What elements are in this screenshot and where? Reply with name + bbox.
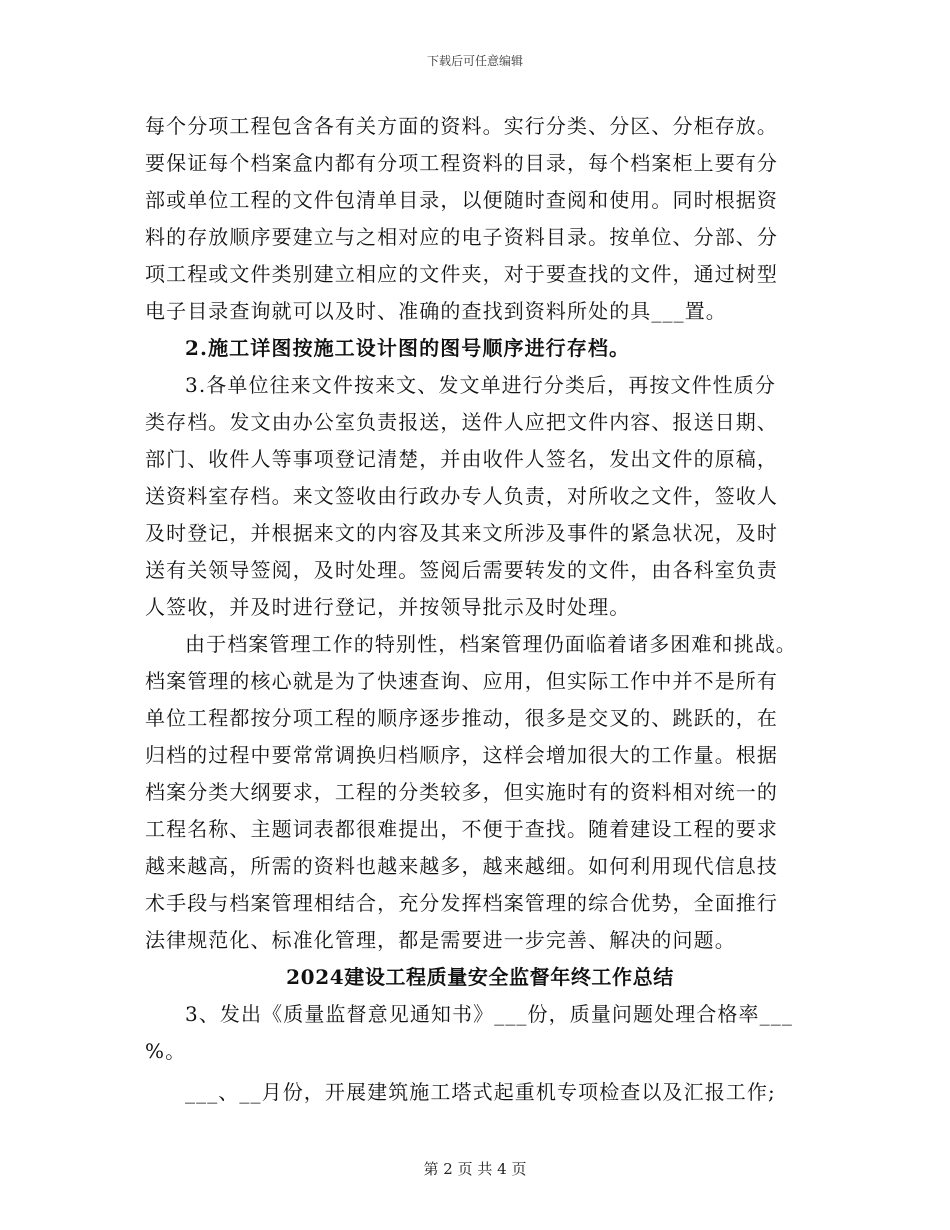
text-line: 法律规范化、标准化管理，都是需要进一步完善、解决的问题。 [145, 928, 736, 952]
text-line: 3.各单位往来文件按来文、发文单进行分类后，再按文件性质分 [185, 373, 776, 397]
text-line: 送资料室存档。来文签收由行政办专人负责，对所收之文件，签收人 [145, 484, 778, 508]
paragraph-challenges [145, 626, 815, 959]
text-line: %。 [145, 1039, 187, 1063]
text-line: 单位工程都按分项工程的顺序逐步推动，很多是交叉的、跳跃的，在 [145, 706, 778, 730]
text-line: 类存档。发文由办公室负责报送，送件人应把文件内容、报送日期、 [145, 410, 778, 434]
paragraph-notices [145, 996, 815, 1070]
paragraph-crane-inspection: ___、__月份，开展建筑施工塔式起重机专项检查以及汇报工作; [185, 1080, 776, 1104]
text-line: 料的存放顺序要建立与之相对应的电子资料目录。按单位、分部、分 [145, 225, 778, 249]
page-number: 第 2 页 共 4 页 [423, 1160, 527, 1178]
text-line: 项工程或文件类别建立相应的文件夹，对于要查找的文件，通过树型 [145, 262, 778, 286]
paragraph-correspondence [145, 367, 815, 626]
section-heading-drawings: 2.施工详图按施工设计图的图号顺序进行存档。 [185, 336, 631, 360]
page-header: 下载后可任意编辑 [426, 54, 523, 68]
text-line: 人签收，并及时进行登记，并按领导批示及时处理。 [145, 595, 631, 619]
text-line: 送有关领导签阅，及时处理。签阅后需要转发的文件，由各科室负责 [145, 558, 778, 582]
text-line: 越来越高，所需的资料也越来越多，越来越细。如何利用现代信息技 [145, 854, 778, 878]
text-line: 要保证每个档案盒内都有分项工程资料的目录，每个档案柜上要有分 [145, 151, 778, 175]
text-line: 每个分项工程包含各有关方面的资料。实行分类、分区、分柜存放。 [145, 114, 778, 138]
text-line: 电子目录查询就可以及时、准确的查找到资料所处的具___置。 [145, 299, 727, 323]
text-line: 术手段与档案管理相结合，充分发挥档案管理的综合优势，全面推行 [145, 891, 778, 915]
text-line: 工程名称、主题词表都很难提出，不便于查找。随着建设工程的要求 [145, 817, 778, 841]
text-line: 3、发出《质量监督意见通知书》___份，质量问题处理合格率___ [185, 1002, 793, 1026]
document-body [145, 108, 815, 1111]
text-line: 档案管理的核心就是为了快速查询、应用，但实际工作中并不是所有 [145, 669, 778, 693]
text-line: 部或单位工程的文件包清单目录，以便随时查阅和使用。同时根据资 [145, 188, 778, 212]
text-line: 部门、收件人等事项登记清楚，并由收件人签名，发出文件的原稿， [145, 447, 778, 471]
text-line: 归档的过程中要常常调换归档顺序，这样会增加很大的工作量。根据 [145, 743, 778, 767]
paragraph-archive-storage [145, 108, 815, 330]
text-line: 由于档案管理工作的特别性，档案管理仍面临着诸多困难和挑战。 [185, 632, 797, 656]
text-line: 及时登记，并根据来文的内容及其来文所涉及事件的紧急状况，及时 [145, 521, 778, 545]
text-line: 档案分类大纲要求，工程的分类较多，但实施时有的资料相对统一的 [145, 780, 778, 804]
document-title: 2024建设工程质量安全监督年终工作总结 [286, 965, 674, 989]
